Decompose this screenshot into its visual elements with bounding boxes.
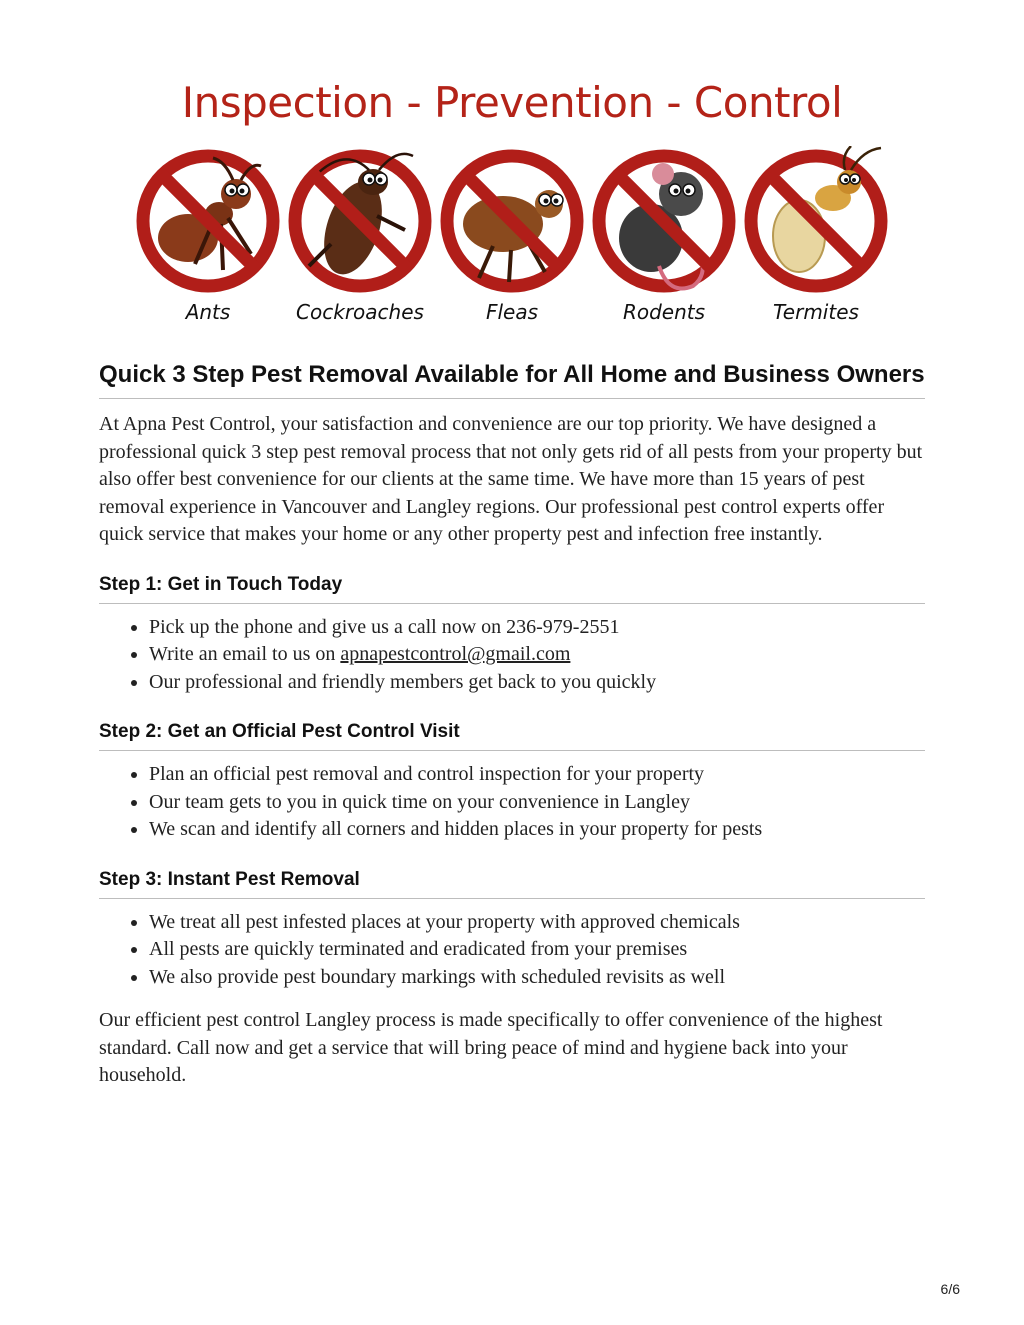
list-item-text: Write an email to us on [149, 643, 341, 665]
step2-heading: Step 2: Get an Official Pest Control Visit [99, 720, 925, 751]
cockroach-icon [285, 146, 435, 296]
step3-list [99, 909, 925, 992]
closing-paragraph: Our efficient pest control Langley process is made specifically to offer convenience of the highest standard. Call now and get a service that will bring peace of mind and hygiene back into your household. [99, 1009, 883, 1086]
list-item: • We scan and identify all corners and hidden places in your property for pests [149, 816, 925, 844]
list-item: • We treat all pest infested places at your property with approved chemicals [149, 909, 925, 937]
pest-cockroaches [285, 146, 435, 326]
pest-fleas [437, 146, 587, 326]
banner-title: Inspection - Prevention - Control [181, 78, 843, 127]
pest-termites [741, 146, 891, 326]
list-item: • Our professional and friendly members get back to you quickly [149, 669, 925, 697]
list-item: • Pick up the phone and give us a call now on 236-979-2551 [149, 614, 925, 642]
termite-icon [741, 146, 891, 296]
step2-list [99, 761, 925, 844]
pest-rodents [589, 146, 739, 326]
page-number: 6/6 [940, 1281, 960, 1297]
intro-paragraph: At Apna Pest Control, your satisfaction and convenience are our top priority. We have designed a professional quick 3 step pest removal process that not only gets rid of all pests from your property but also offer best convenience for our clients at the same time. We have more than 15 years of pest removal experience in Vancouver and Langley regions. Our professional pest control experts offer quick service that makes your home or any other property pest and infection free instantly. [99, 413, 923, 545]
step1-heading: Step 1: Get in Touch Today [99, 573, 925, 604]
email-link[interactable]: apnapestcontrol@gmail.com [340, 643, 571, 665]
list-item: • Plan an official pest removal and control inspection for your property [149, 761, 925, 789]
list-item [149, 641, 925, 669]
pest-label-fleas: Fleas [485, 300, 539, 324]
pest-label-termites: Termites [773, 300, 859, 324]
step3-heading: Step 3: Instant Pest Removal [99, 868, 925, 899]
ant-icon [133, 146, 283, 296]
step1-list [99, 614, 925, 697]
page-heading: Quick 3 Step Pest Removal Available for All Home and Business Owners [99, 360, 925, 399]
pest-ants [133, 146, 283, 326]
article [99, 360, 925, 1090]
list-item: • We also provide pest boundary markings with scheduled revisits as well [149, 964, 925, 992]
flea-icon [437, 146, 587, 296]
list-item: • All pests are quickly terminated and eradicated from your premises [149, 936, 925, 964]
pest-label-rodents: Rodents [622, 300, 706, 324]
list-item: • Our team gets to you in quick time on your convenience in Langley [149, 789, 925, 817]
pest-label-cockroaches: Cockroaches [296, 300, 424, 324]
pest-label-ants: Ants [185, 300, 231, 324]
banner-image [0, 0, 1024, 340]
rodent-icon [589, 146, 739, 296]
